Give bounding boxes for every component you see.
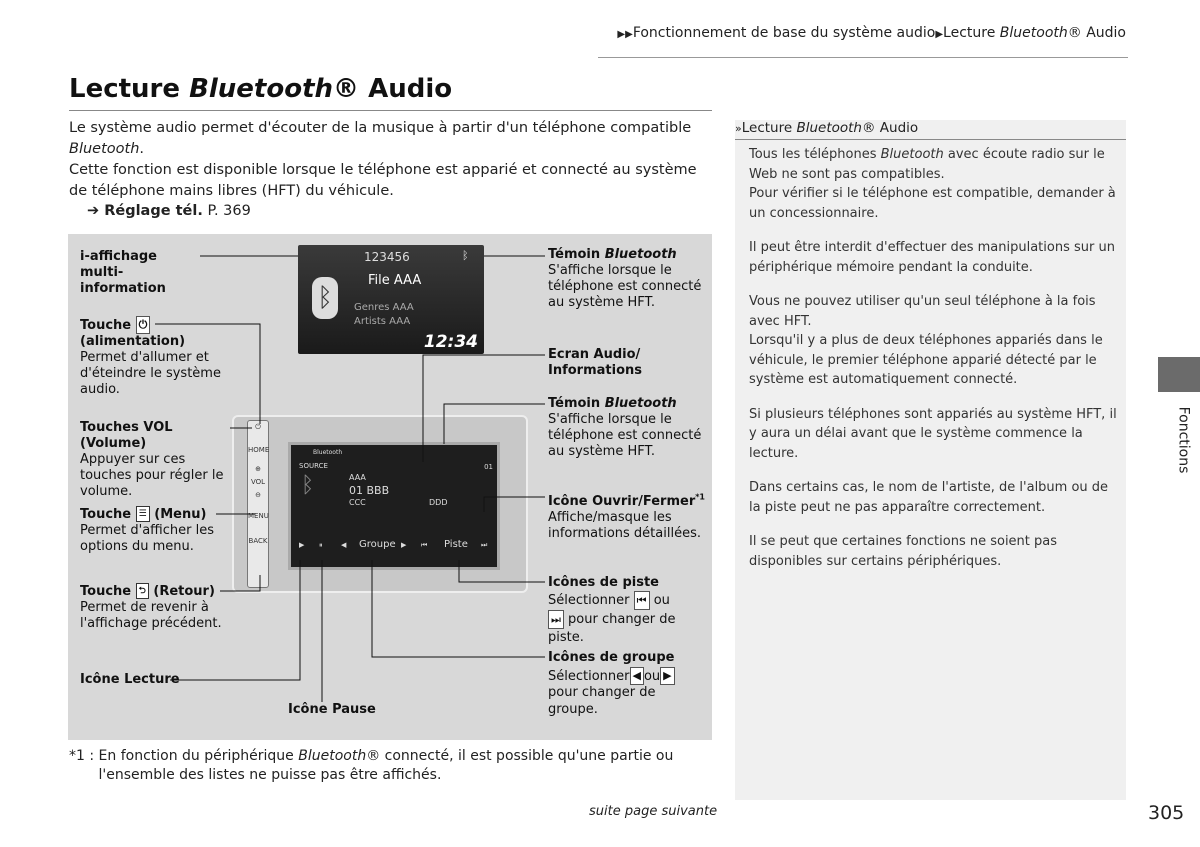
arrow-right-icon: ▶	[660, 667, 674, 686]
skip-back-icon: ⏮	[634, 591, 650, 610]
back-icon: ⮌	[136, 583, 149, 599]
footnote: *1 : En fonction du périphérique Bluetooth® connecté, il est possible qu'une partie ou l'ensemble des listes ne puisse pas être affichés.	[69, 748, 674, 783]
artist: Artists AAA	[354, 316, 411, 327]
bluetooth-logo-icon: ᛒ	[301, 473, 315, 498]
bluetooth-logo-icon: ᛒ	[312, 277, 338, 319]
volume-down-button[interactable]: ⊖	[255, 491, 261, 499]
clock: 12:34	[423, 332, 478, 352]
page-number: 305	[1148, 802, 1185, 824]
section-tab-label: Fonctions	[1175, 406, 1192, 474]
track-prev-button[interactable]: ⏮	[421, 541, 428, 549]
label-pause: Icône Pause	[288, 702, 376, 717]
artist: CCC	[349, 498, 366, 507]
source-label: SOURCE	[299, 462, 328, 470]
arrow-left-icon: ◀	[630, 667, 644, 686]
track-number: 01	[484, 463, 493, 471]
file-name: File AAA	[368, 273, 422, 288]
volume-label: VOL	[250, 478, 266, 486]
genre: DDD	[429, 498, 448, 507]
reference-link[interactable]: ➔ Réglage tél. P. 369	[87, 203, 251, 219]
home-button[interactable]: HOME	[248, 446, 270, 454]
sidebar-body: Tous les téléphones Bluetooth avec écoute radio sur le Web ne sont pas compatibles. Pour vérifier si le téléphone est compatible, demander à un concessionnaire. Il peut être interdit d'effectuer des manipulations sur un périphérique mémoire pendant la conduite. Vous ne pouvez utiliser qu'un seul téléphone à la fois avec HFT. Lorsqu'il y a plus de deux téléphones appariés dans le véhicule, le premier téléphone apparié détecté par le système est automatiquement connecté. Si plusieurs téléphones sont appariés au système HFT, il y aura un délai avant que le système commence la lecture. Dans certains cas, le nom de l'artiste, de l'album ou de la piste peut ne pas apparaître correctement. Il se peut que certaines fonctions ne soient pas disponibles sur certains périphériques.	[749, 147, 1117, 569]
label-track-icons: Icônes de piste Sélectionner ⏮ ou ⏭ pour changer de piste.	[548, 575, 676, 645]
group-label: Groupe	[359, 539, 396, 550]
breadcrumb-item[interactable]: Fonctionnement de base du système audio	[632, 25, 936, 41]
label-back: Touche ⮌ (Retour) Permet de revenir à l'affichage précédent.	[80, 583, 222, 631]
label-play: Icône Lecture	[80, 672, 180, 687]
label-power: Touche ⏻ (alimentation) Permet d'allumer et d'éteindre le système audio.	[80, 317, 221, 397]
intro-text: Le système audio permet d'écouter de la musique à partir d'un téléphone compatible Bluetooth. Cette fonction est disponible lorsque le téléphone est apparié et connecté au système de téléphone mains libres (HFT) du véhicule.	[69, 120, 697, 199]
phone-number: 123456	[364, 250, 410, 264]
menu-icon: ☰	[136, 506, 150, 522]
source-tab[interactable]: Bluetooth	[313, 449, 343, 456]
group-prev-button[interactable]: ◀	[341, 541, 347, 549]
album: AAA	[349, 473, 366, 482]
label-group-icons: Icônes de groupe Sélectionner ◀ ou ▶ pour changer de groupe.	[548, 650, 675, 717]
group-next-button[interactable]: ▶	[401, 541, 407, 549]
breadcrumb: ▶▶Fonctionnement de base du système audio▶Lecture Bluetooth® Audio	[617, 25, 1126, 41]
back-button[interactable]: BACK	[248, 537, 268, 545]
sidebar-heading: »Lecture Bluetooth® Audio	[735, 120, 1126, 140]
genre: Genres AAA	[354, 302, 414, 313]
track-title: 01 BBB	[349, 484, 390, 497]
power-button[interactable]: ⏻	[255, 423, 261, 431]
skip-forward-icon: ⏭	[548, 610, 564, 629]
bluetooth-indicator-icon: ᛒ	[462, 249, 469, 262]
play-button[interactable]: ▶	[299, 541, 305, 549]
label-bluetooth-indicator-2: Témoin Bluetooth S'affiche lorsque le téléphone est connecté au système HFT.	[548, 396, 702, 459]
page-title: Lecture Bluetooth® Audio	[69, 74, 453, 104]
continued-note: suite page suivante	[589, 804, 718, 819]
pause-button[interactable]: ⏸	[319, 541, 323, 549]
volume-up-button[interactable]: ⊕	[255, 465, 261, 473]
breadcrumb-item[interactable]: Lecture Bluetooth® Audio	[943, 25, 1126, 41]
label-menu: Touche ☰ (Menu) Permet d'afficher les options du menu.	[80, 506, 214, 554]
label-audio-screen: Ecran Audio/ Informations	[548, 347, 643, 378]
label-bluetooth-indicator-1: Témoin Bluetooth S'affiche lorsque le téléphone est connecté au système HFT.	[548, 247, 702, 310]
track-next-button[interactable]: ⏭	[481, 541, 488, 549]
section-tab-marker	[1158, 357, 1200, 392]
label-open-close: Icône Ouvrir/Fermer$^{*1}$ Affiche/masque les informations détaillées.	[548, 493, 705, 542]
label-multi-info: i-affichage multi-information	[80, 249, 166, 296]
menu-button[interactable]: MENU	[248, 512, 269, 520]
track-label: Piste	[444, 539, 468, 550]
label-volume: Touches VOL (Volume) Appuyer sur ces touches pour régler le volume.	[80, 420, 224, 499]
power-icon: ⏻	[136, 316, 151, 334]
